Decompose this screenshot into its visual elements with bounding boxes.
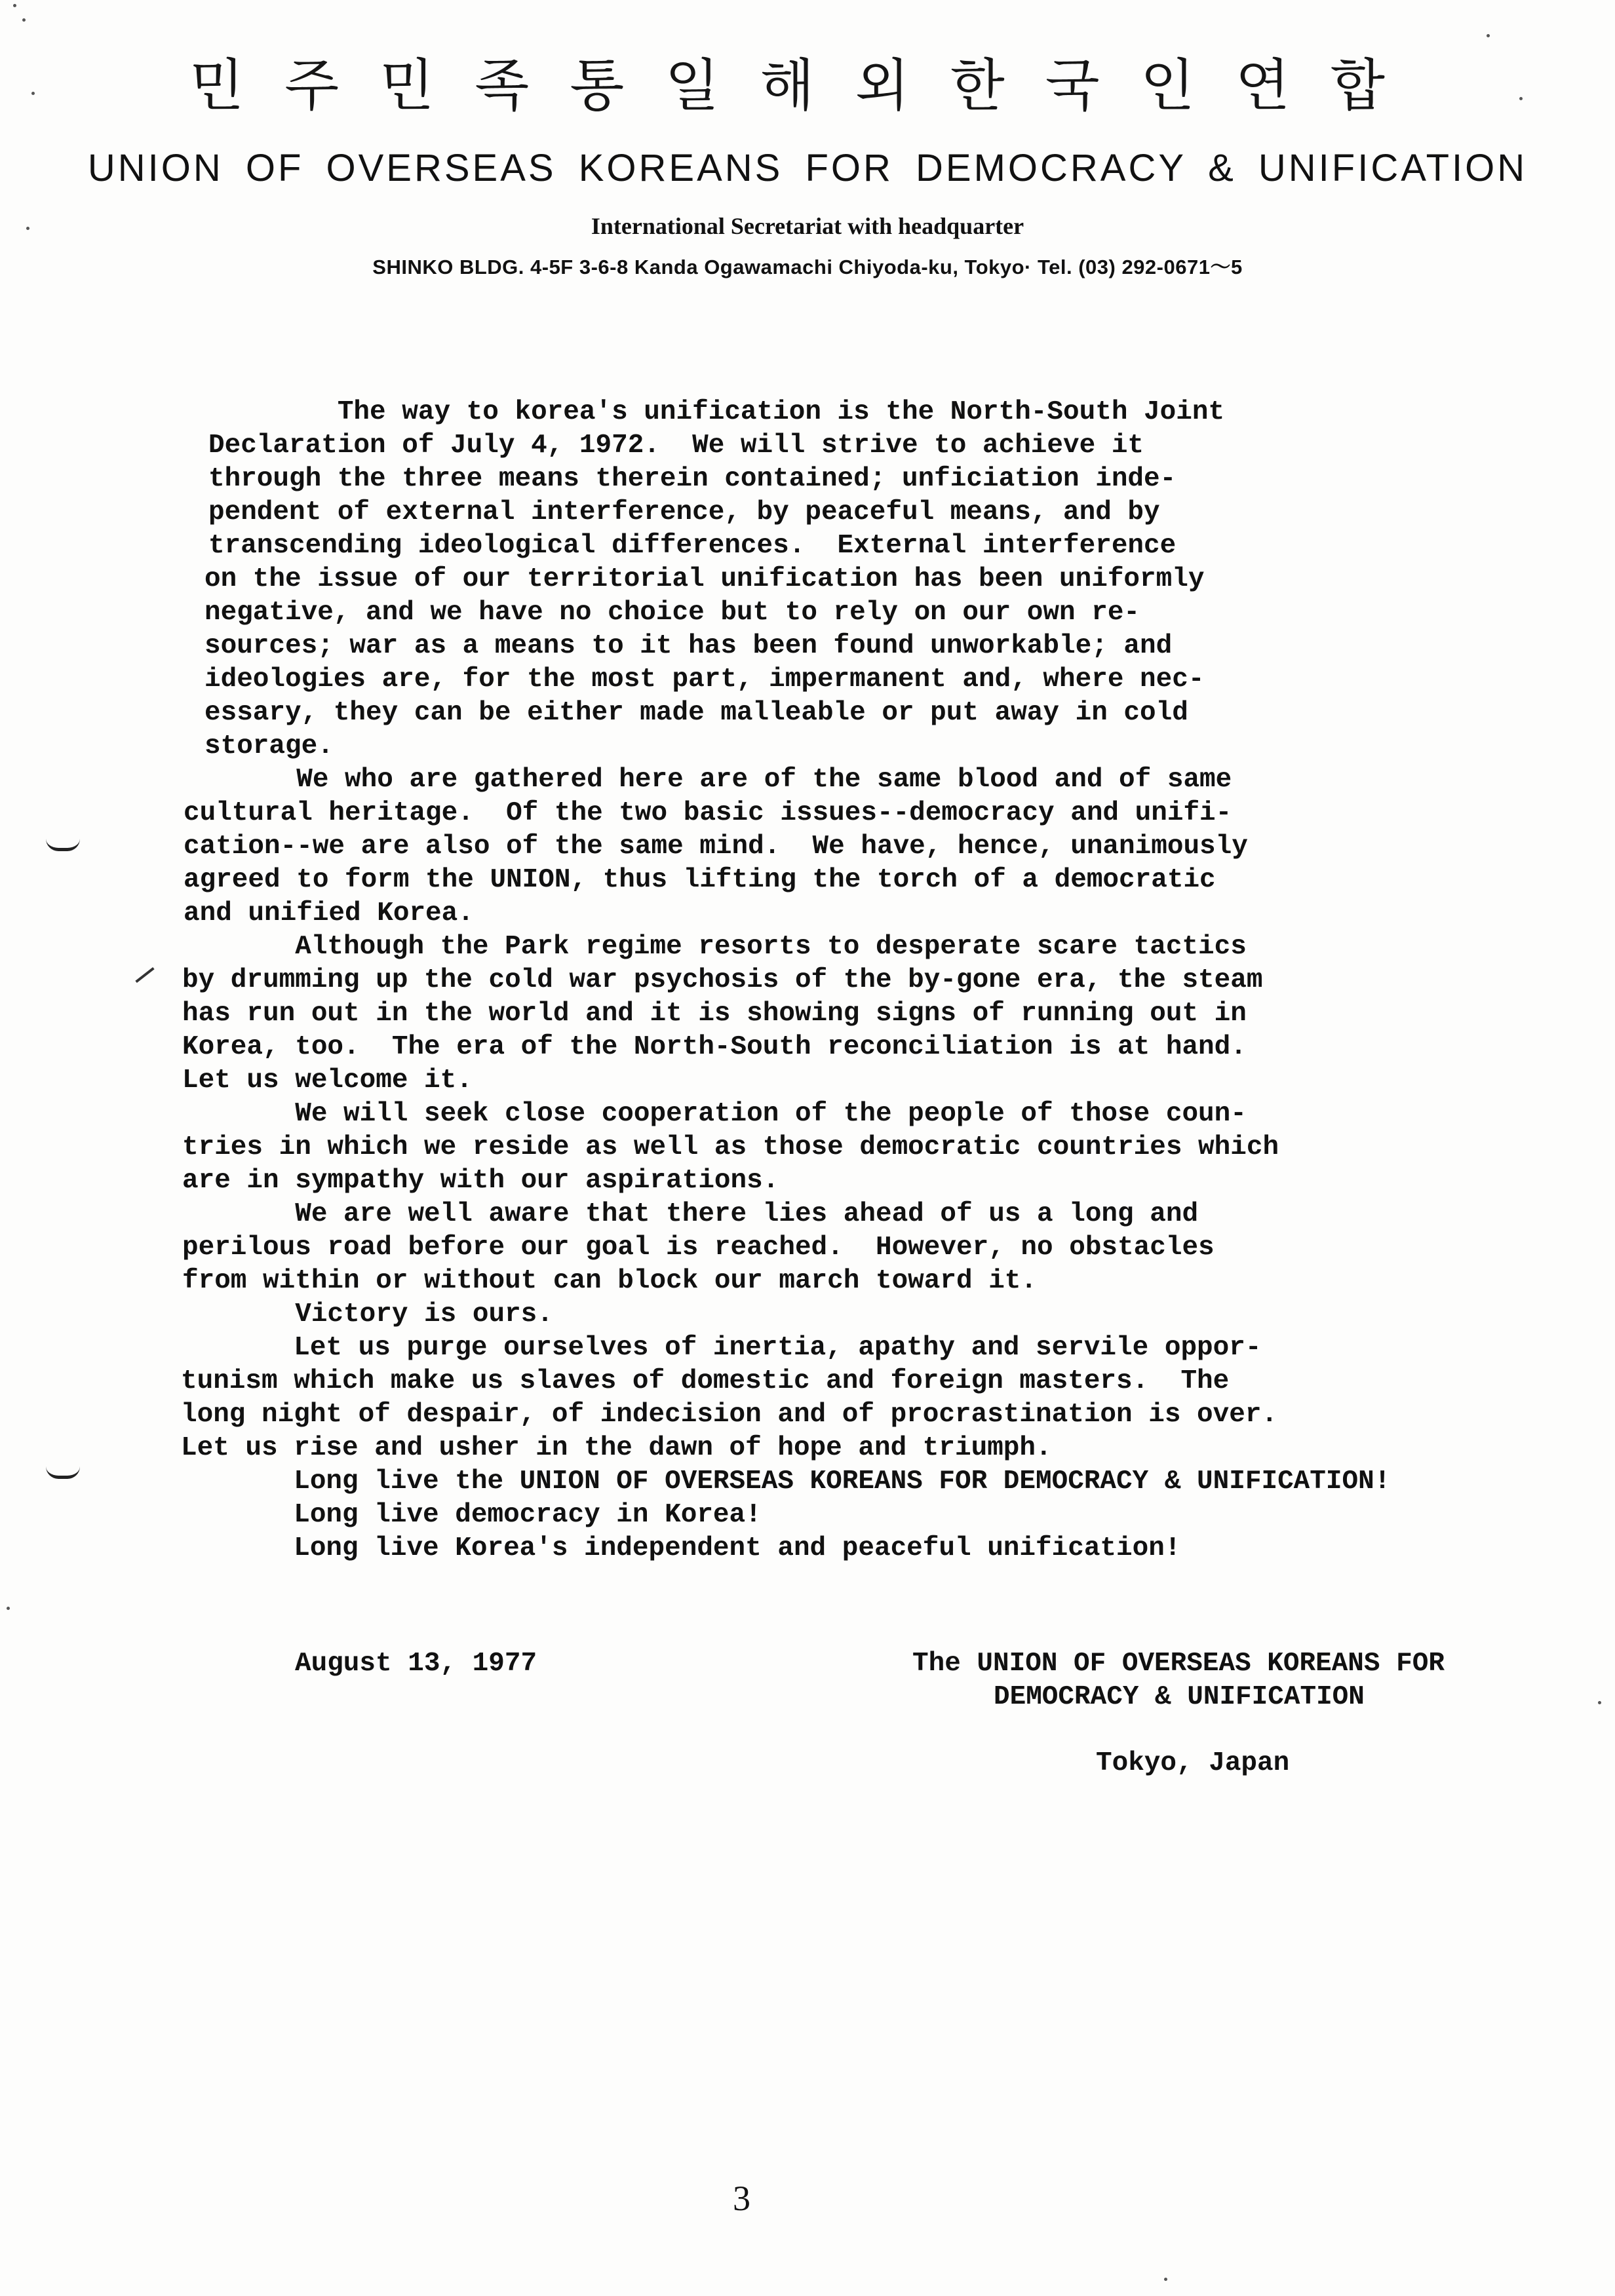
secretariat-line: International Secretariat with headquarter — [591, 213, 1024, 239]
body-line: pendent of external interference, by peaceful means, and by — [208, 497, 1160, 527]
margin-mark — [46, 1466, 80, 1479]
body-line: perilous road before our goal is reached. However, no obstacles — [182, 1233, 1215, 1263]
body-line: Long live democracy in Korea! — [181, 1500, 762, 1530]
korean-title: 민주민족통일해외한국인연합 — [189, 53, 1426, 119]
body-line: from within or without can block our march toward it. — [182, 1266, 1038, 1296]
body-line: transcending ideological differences. External interference — [208, 531, 1177, 561]
margin-tick — [135, 967, 154, 983]
body-line: cultural heritage. Of the two basic issues--democracy and unifi- — [184, 798, 1232, 828]
body-line: and unified Korea. — [184, 898, 474, 928]
body-line: negative, and we have no choice but to rely on our own re- — [204, 598, 1140, 628]
body-line: We will seek close cooperation of the people of those coun- — [182, 1099, 1247, 1129]
body-line: by drumming up the cold war psychosis of the by-gone era, the steam — [182, 965, 1263, 995]
body-line: Let us purge ourselves of inertia, apathy and servile oppor- — [181, 1333, 1262, 1363]
scan-speck — [1519, 97, 1523, 100]
body-line: ideologies are, for the most part, impermanent and, where nec- — [204, 664, 1205, 695]
body-line: are in sympathy with our aspirations. — [182, 1166, 779, 1196]
signature-line-2: DEMOCRACY & UNIFICATION — [994, 1682, 1365, 1712]
body-line: essary, they can be either made malleable or put away in cold — [204, 698, 1188, 728]
body-line: tries in which we reside as well as those democratic countries which — [182, 1132, 1279, 1162]
organization-name: UNION OF OVERSEAS KOREANS FOR DEMOCRACY & UNIFICATION — [87, 147, 1528, 189]
body-line: Korea, too. The era of the North-South reconciliation is at hand. — [182, 1032, 1247, 1062]
body-line: through the three means therein contained; unficiation inde- — [208, 464, 1177, 494]
signature-place: Tokyo, Japan — [1096, 1748, 1290, 1778]
body-line: has run out in the world and it is showing signs of running out in — [182, 999, 1247, 1029]
scan-speck — [1487, 34, 1490, 37]
body-line: tunism which make us slaves of domestic and foreign masters. The — [181, 1366, 1230, 1396]
scan-speck — [1164, 2278, 1167, 2281]
page-number: 3 — [733, 2179, 750, 2218]
body-line: storage. — [204, 731, 334, 761]
body-line: long night of despair, of indecision and of procrastination is over. — [181, 1400, 1278, 1430]
scan-speck — [31, 92, 35, 95]
body-line: Victory is ours. — [182, 1299, 553, 1330]
body-line: cation--we are also of the same mind. We have, hence, unanimously — [184, 832, 1248, 862]
scan-speck — [1598, 1701, 1601, 1704]
body-line: Although the Park regime resorts to desperate scare tactics — [182, 932, 1247, 962]
scan-speck — [13, 4, 16, 7]
body-line: agreed to form the UNION, thus lifting the torch of a democratic — [184, 865, 1216, 895]
scan-speck — [26, 227, 29, 230]
body-line: Long live Korea's independent and peaceful unification! — [181, 1533, 1181, 1563]
body-line: Let us rise and usher in the dawn of hope and triumph. — [181, 1433, 1052, 1463]
letter-date: August 13, 1977 — [295, 1649, 537, 1679]
body-line: The way to korea's unification is the North-South Joint — [208, 397, 1225, 427]
body-line: sources; war as a means to it has been found unworkable; and — [204, 631, 1173, 661]
scan-speck — [22, 18, 26, 22]
body-line: on the issue of our territorial unification has been uniformly — [204, 564, 1205, 594]
address-line: SHINKO BLDG. 4-5F 3-6-8 Kanda Ogawamachi Chiyoda-ku, Tokyo· Tel. (03) 292-0671～5 — [372, 256, 1243, 278]
body-line: Let us welcome it. — [182, 1065, 473, 1096]
body-line: Long live the UNION OF OVERSEAS KOREANS FOR DEMOCRACY & UNIFICATION! — [181, 1466, 1391, 1497]
scan-speck — [7, 1607, 10, 1610]
body-line: We are well aware that there lies ahead of us a long and — [182, 1199, 1199, 1229]
body-line: We who are gathered here are of the same blood and of same — [184, 765, 1232, 795]
signature-line-1: The UNION OF OVERSEAS KOREANS FOR — [912, 1649, 1445, 1679]
body-line: Declaration of July 4, 1972. We will strive to achieve it — [208, 430, 1144, 461]
